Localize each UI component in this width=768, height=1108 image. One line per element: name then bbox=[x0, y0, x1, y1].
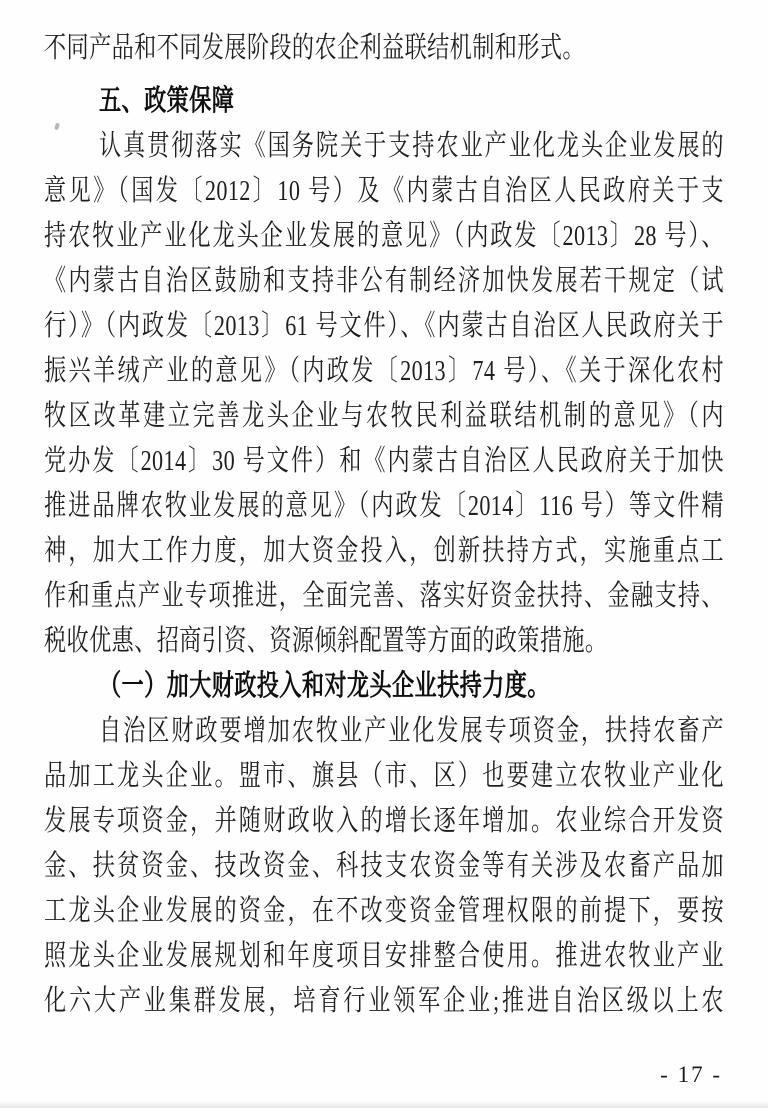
body-text-line: 振兴羊绒产业的意见》（内政发〔2013〕74 号）、《关于深化农村 bbox=[44, 355, 724, 387]
body-text-line: 工龙头企业发展的资金，在不改变资金管理权限的前提下，要按 bbox=[44, 895, 724, 927]
body-text-line: 发展专项资金，并随财政收入的增长逐年增加。农业综合开发资 bbox=[44, 805, 724, 837]
body-text-line: 神，加大工作力度，加大资金投入，创新扶持方式，实施重点工 bbox=[44, 535, 724, 567]
heading-line: （一）加大财政投入和对龙头企业扶持力度。 bbox=[99, 670, 550, 702]
body-text-line: 意见》（国发〔2012〕10 号）及《内蒙古自治区人民政府关于支 bbox=[44, 175, 724, 207]
body-text-line: 《内蒙古自治区鼓励和支持非公有制经济加快发展若干规定（试 bbox=[44, 265, 724, 297]
body-text-line: 照龙头企业发展规划和年度项目安排整合使用。推进农牧业产业 bbox=[44, 940, 724, 972]
body-text-line: 持农牧业产业化龙头企业发展的意见》（内政发〔2013〕28 号）、 bbox=[44, 220, 724, 252]
body-text-line: 牧区改革建立完善龙头企业与农牧民利益联结机制的意见》（内 bbox=[44, 400, 724, 432]
body-text-line: 认真贯彻落实《国务院关于支持农业产业化龙头企业发展的 bbox=[99, 130, 724, 162]
body-text-line: 不同产品和不同发展阶段的农企利益联结机制和形式。 bbox=[44, 32, 585, 64]
body-text-line: 化六大产业集群发展，培育行业领军企业;推进自治区级以上农 bbox=[44, 985, 724, 1017]
text-block bbox=[44, 26, 724, 1024]
body-text-line: 行）》（内政发〔2013〕61 号文件）、《内蒙古自治区人民政府关于 bbox=[44, 310, 724, 342]
body-text-line: 自治区财政要增加农牧业产业化发展专项资金，扶持农畜产 bbox=[99, 715, 724, 747]
body-text-line: 推进品牌农牧业发展的意见》（内政发〔2014〕116 号）等文件精 bbox=[44, 490, 724, 522]
page-number: - 17 - bbox=[660, 1062, 722, 1087]
body-text-line: 金、扶贫资金、技改资金、科技支农资金等有关涉及农畜产品加 bbox=[44, 850, 724, 882]
body-text-line: 税收优惠、招商引资、资源倾斜配置等方面的政策措施。 bbox=[44, 625, 608, 657]
body-text-line: 作和重点产业专项推进，全面完善、落实好资金扶持、金融支持、 bbox=[44, 580, 724, 612]
body-text-line: 品加工龙头企业。盟市、旗县（市、区）也要建立农牧业产业化 bbox=[44, 760, 724, 792]
heading-line: 五、政策保障 bbox=[99, 85, 235, 117]
body-text-line: 党办发〔2014〕30 号文件）和《内蒙古自治区人民政府关于加快 bbox=[44, 445, 724, 477]
